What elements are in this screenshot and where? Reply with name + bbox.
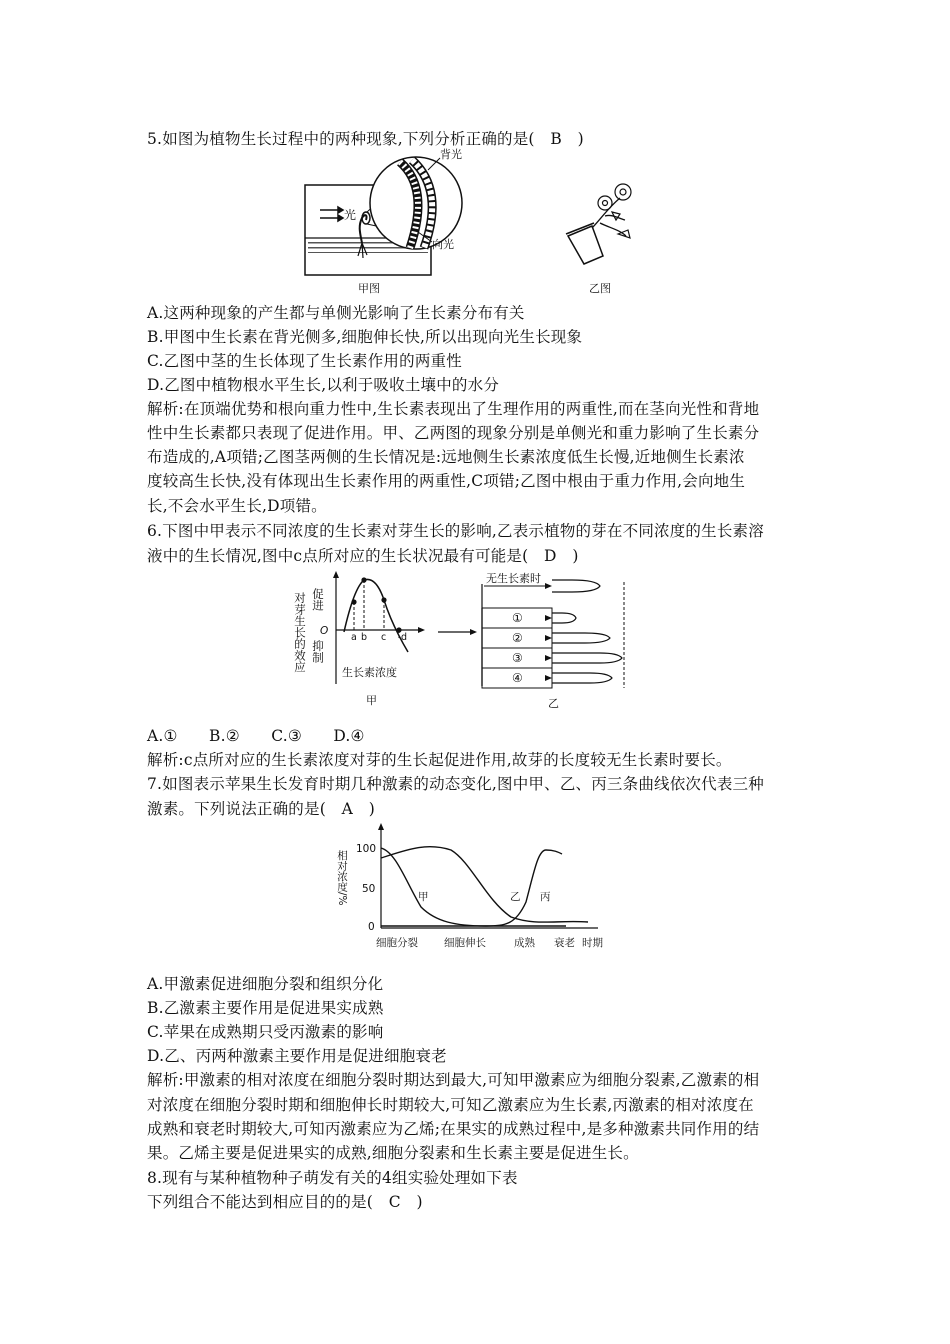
q6-ylabel-group xyxy=(293,591,307,673)
q5-analysis-line: 解析:在顶端优势和根向重力性中,生长素表现出了生理作用的两重性,而在茎向光性和背地 xyxy=(147,400,760,418)
xtick-1: 细胞分裂 xyxy=(376,937,418,949)
bud-1 xyxy=(552,613,576,623)
q7-analysis-line: 解析:甲激素的相对浓度在细胞分裂时期达到最大,可知甲激素应为细胞分裂素,乙激素的相 xyxy=(147,1071,760,1089)
q7-option-a: A.甲激素促进细胞分裂和组织分化 xyxy=(147,975,384,993)
bud-label-3: ③ xyxy=(512,651,523,665)
q6-options: A.① B.② C.③ D.④ xyxy=(147,727,365,745)
q5-analysis-line: 布造成的,A项错;乙图茎两侧的生长情况是:远地侧生长素浓度低生长慢,近地侧生长素浓 xyxy=(147,448,745,466)
ytick-50: 50 xyxy=(362,883,376,895)
promote-label: 促进 xyxy=(311,588,325,611)
q7-ylabel: 相对浓度/% xyxy=(336,850,348,906)
ytick-100: 100 xyxy=(356,843,377,855)
q7-chart xyxy=(336,822,621,954)
bud-label-1: ① xyxy=(512,611,523,625)
series-yi xyxy=(381,847,588,922)
flowers xyxy=(598,184,631,238)
origin-label: O xyxy=(320,625,329,637)
series-label-yi: 乙 xyxy=(510,891,521,903)
q7-stem-line: 7.如图表示苹果生长发育时期几种激素的动态变化,图中甲、乙、丙三条曲线依次代表三种 xyxy=(147,775,764,793)
q7-xlabel: 时期 xyxy=(582,937,603,949)
seedling xyxy=(360,215,367,243)
series-bing xyxy=(381,850,562,926)
light-arrows xyxy=(320,207,343,221)
light-label: 光 xyxy=(344,208,357,222)
plant-stem xyxy=(592,198,626,236)
q7-analysis-line: 成熟和衰老时期较大,可知丙激素应为乙烯;在果实的成熟过程中,是多种激素共同作用的结 xyxy=(147,1120,760,1138)
bud-3 xyxy=(552,653,622,663)
q8-stem-line: 8.现有与某种植物种子萌发有关的4组实验处理如下表 xyxy=(147,1169,518,1187)
bud-2 xyxy=(552,633,610,643)
caption-yi-q6: 乙 xyxy=(548,697,559,710)
inhibit-label: 抑制 xyxy=(311,640,325,663)
tilted-pot xyxy=(566,223,603,264)
q7-stem-line: 激素。下列说法正确的是( A ) xyxy=(147,800,375,818)
q5-option-b: B.甲图中生长素在背光侧多,细胞伸长快,所以出现向光生长现象 xyxy=(147,328,583,346)
q6-stem-line: 液中的生长情况,图中c点所对应的生长状况最有可能是( D ) xyxy=(147,547,579,565)
series-label-bing: 丙 xyxy=(540,891,551,903)
q7-analysis-line: 对浓度在细胞分裂时期和细胞伸长时期较大,可知乙激素应为生长素,丙激素的相对浓度在 xyxy=(147,1096,754,1114)
series-label-jia: 甲 xyxy=(418,891,429,903)
q7-option-d: D.乙、丙两种激素主要作用是促进细胞衰老 xyxy=(147,1047,447,1065)
q5-analysis-line: 度较高生长快,没有体现出生长素作用的两重性,C项错;乙图中根由于重力作用,会向地生 xyxy=(147,472,746,490)
q5-analysis-line: 长,不会水平生长,D项错。 xyxy=(147,497,327,515)
q7-option-b: B.乙激素主要作用是促进果实成熟 xyxy=(147,999,384,1017)
q6-ylabel: 对芽生长的效应 xyxy=(293,592,307,673)
q5-analysis-line: 性中生长素都只表现了促进作用。甲、乙两图的现象分别是单侧光和重力影响了生长素分 xyxy=(147,424,760,442)
point-c: c xyxy=(381,632,387,643)
point-a: a xyxy=(351,632,357,643)
q7-option-c: C.苹果在成熟期只受丙激素的影响 xyxy=(147,1023,384,1041)
no-auxin-label: 无生长素时 xyxy=(486,572,541,585)
q6-stem-line: 6.下图中甲表示不同浓度的生长素对芽生长的影响,乙表示植物的芽在不同浓度的生长素溶 xyxy=(147,522,764,540)
bud-label-4: ④ xyxy=(512,671,523,685)
q6-xlabel: 生长素浓度 xyxy=(342,666,397,679)
q6-figure xyxy=(293,570,640,715)
tolight-label: 向光 xyxy=(432,238,454,251)
q5-stem: 5.如图为植物生长过程中的两种现象,下列分析正确的是( B ) xyxy=(147,130,584,148)
q5-option-d: D.乙图中植物根水平生长,以利于吸收土壤中的水分 xyxy=(147,376,500,394)
point-d: d xyxy=(401,632,408,643)
backlight-label: 背光 xyxy=(440,148,462,161)
q8-stem-line: 下列组合不能达到相应目的的是( C ) xyxy=(147,1193,423,1211)
q5-option-c: C.乙图中茎的生长体现了生长素作用的两重性 xyxy=(147,352,462,370)
q5-figure xyxy=(300,148,650,298)
caption-jia-q6: 甲 xyxy=(366,694,377,707)
q7-analysis-line: 果。乙烯主要是促进果实的成熟,细胞分裂素和生长素主要是促进生长。 xyxy=(147,1144,639,1162)
caption-yi: 乙图 xyxy=(589,282,611,295)
caption-jia: 甲图 xyxy=(358,282,380,295)
xtick-4: 衰老 xyxy=(554,937,575,949)
xtick-3: 成熟 xyxy=(514,937,535,949)
xtick-2: 细胞伸长 xyxy=(444,937,486,949)
bud-4 xyxy=(552,673,612,683)
point-b: b xyxy=(361,632,368,643)
ytick-0: 0 xyxy=(368,921,375,933)
q5-option-a: A.这两种现象的产生都与单侧光影响了生长素分布有关 xyxy=(147,304,525,322)
q6-analysis: 解析:c点所对应的生长素浓度对芽的生长起促进作用,故芽的长度较无生长素时要长。 xyxy=(147,751,732,769)
bud-control xyxy=(552,580,600,592)
bud-label-2: ② xyxy=(512,631,523,645)
